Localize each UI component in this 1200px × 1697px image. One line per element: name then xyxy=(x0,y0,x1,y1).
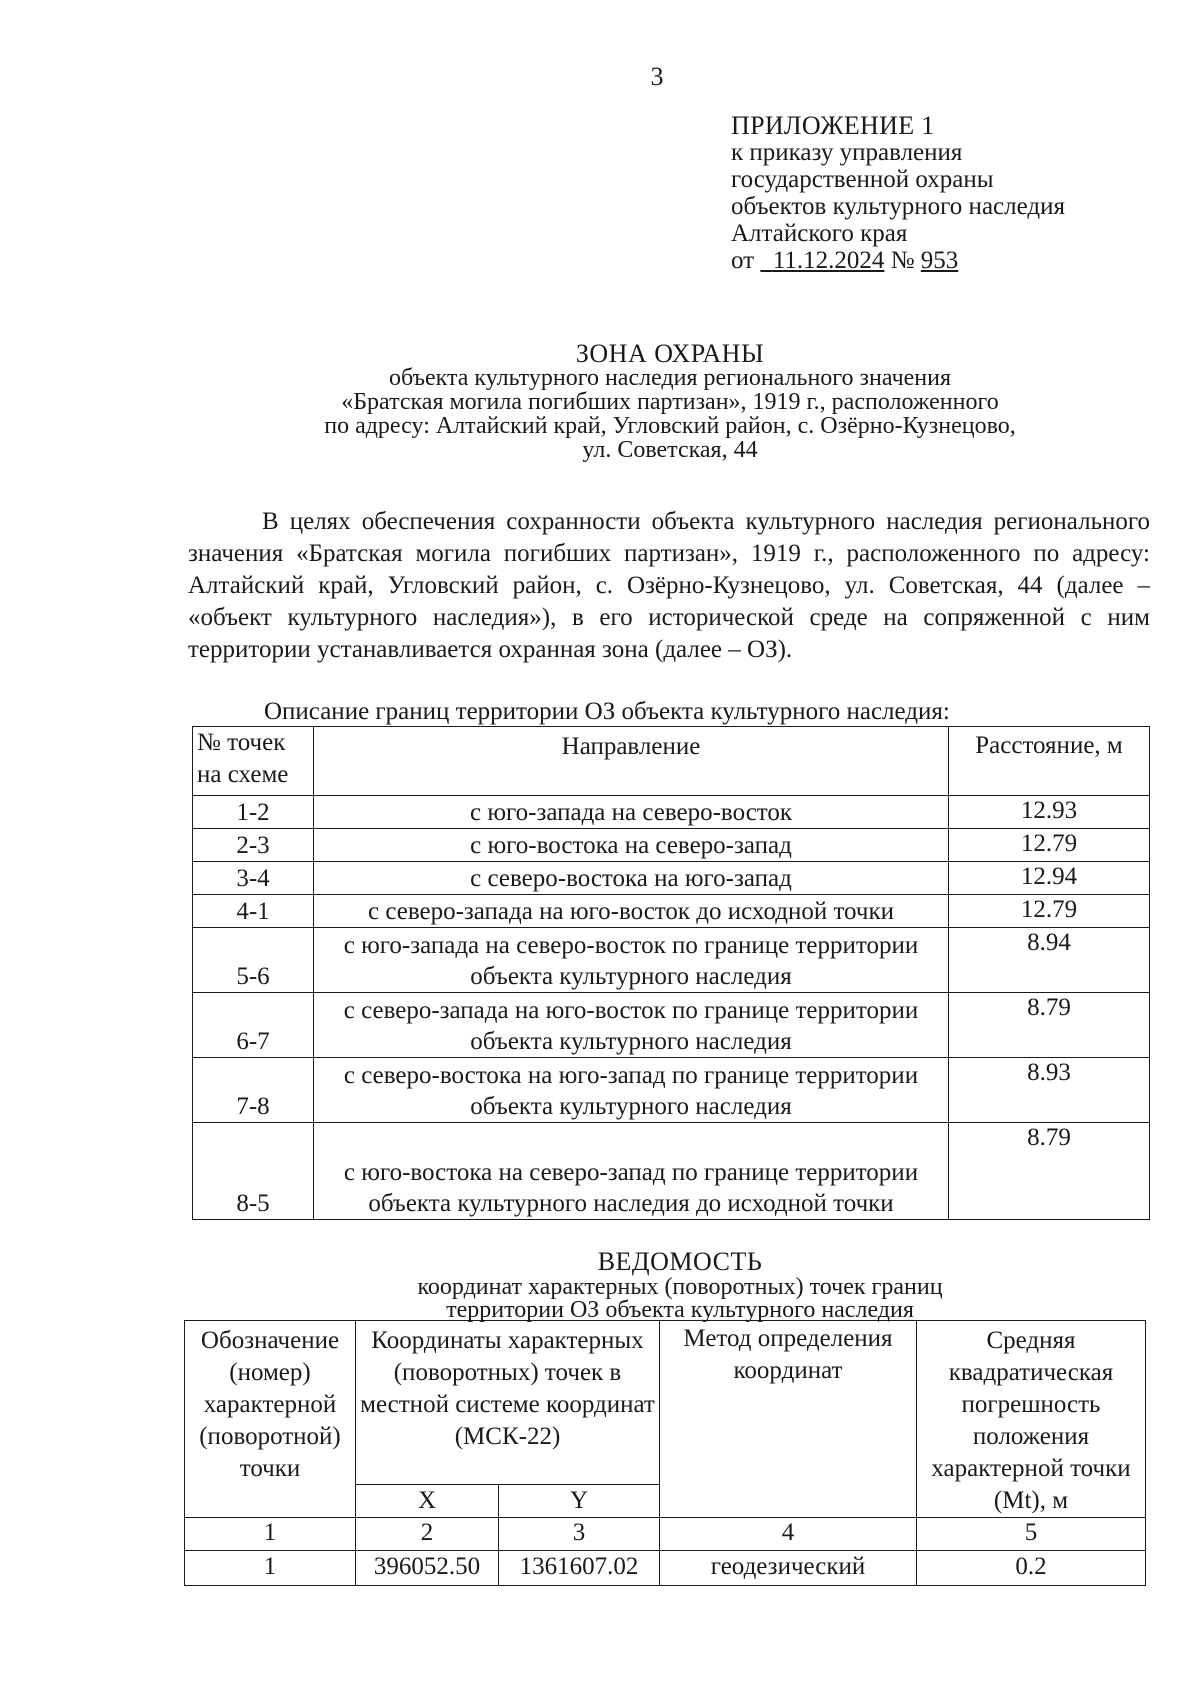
appendix-line: объектов культурного наследия xyxy=(731,193,1065,220)
row-point: 1 xyxy=(185,1551,356,1586)
order-number: 953 xyxy=(920,247,959,274)
row-direction: с юго-востока на северо-запад xyxy=(314,829,949,862)
row-error: 0.2 xyxy=(917,1551,1146,1586)
zone-heading xyxy=(260,339,1080,463)
appendix-line: к приказу управления xyxy=(731,139,963,166)
table-row xyxy=(193,796,1150,829)
intro-text: В целях обеспечения сохранности объекта культурного наследия регионального значения «Братская могила погибших партизан», 1919 г., расположенного по адресу: Алтайский край, Угловский район, с. Озёрно-Кузнецово, ул. Советская, 44 (далее – «объект культурного наследия»), в его исторической среде на сопряженной с ним территории устанавливается охранная зона (далее – ОЗ). xyxy=(188,508,1150,663)
column-number: 3 xyxy=(499,1518,660,1551)
header-coordinates: Координаты характерных (поворотных) точек в местной системе координат (МСК-22) xyxy=(356,1321,660,1485)
row-points: 8-5 xyxy=(193,1123,314,1220)
header-x: X xyxy=(356,1485,499,1518)
table-row xyxy=(193,1058,1150,1123)
row-distance: 12.79 xyxy=(949,829,1150,862)
zone-title: ЗОНА ОХРАНЫ xyxy=(575,339,765,368)
page-number: 3 xyxy=(650,62,664,91)
row-distance: 12.93 xyxy=(949,796,1150,829)
header-method: Метод определения координат xyxy=(660,1321,917,1518)
row-direction: с северо-запада на юго-восток по границе территории объекта культурного наследия xyxy=(314,993,949,1058)
number-prefix: № xyxy=(890,247,915,274)
coords-caption xyxy=(320,1248,1040,1322)
row-distance: 8.94 xyxy=(949,928,1150,993)
zone-line: ул. Советская, 44 xyxy=(582,437,758,463)
header-designation: Обозначение (номер) характерной (поворотной) точки xyxy=(185,1321,356,1518)
row-y: 1361607.02 xyxy=(499,1551,660,1586)
column-number: 5 xyxy=(917,1518,1146,1551)
table-row xyxy=(193,829,1150,862)
row-distance: 12.94 xyxy=(949,862,1150,895)
order-date: 11.12.2024 xyxy=(772,247,885,274)
boundary-table xyxy=(192,726,1150,1220)
table-row xyxy=(193,1123,1150,1220)
column-number-row xyxy=(185,1518,1146,1551)
row-points: 6-7 xyxy=(193,993,314,1058)
row-direction: с юго-запада на северо-восток xyxy=(314,796,949,829)
table-header-row xyxy=(193,727,1150,796)
table-row xyxy=(193,862,1150,895)
column-number: 1 xyxy=(185,1518,356,1551)
header-distance: Расстояние, м xyxy=(949,727,1150,796)
appendix-line: государственной охраны xyxy=(731,166,994,193)
row-method: геодезический xyxy=(660,1551,917,1586)
row-points: 7-8 xyxy=(193,1058,314,1123)
appendix-block xyxy=(731,112,1065,274)
coordinates-table xyxy=(184,1320,1146,1586)
header-error: Средняя квадратическая погрешность положения характерной точки (Mt), м xyxy=(917,1321,1146,1518)
boundary-caption: Описание границ территории ОЗ объекта культурного наследия: xyxy=(264,698,950,725)
appendix-line: Алтайского края xyxy=(731,220,908,247)
row-points: 1-2 xyxy=(193,796,314,829)
header-points: № точек на схеме xyxy=(193,727,314,796)
row-distance: 12.79 xyxy=(949,895,1150,928)
table-row xyxy=(185,1551,1146,1586)
row-points: 5-6 xyxy=(193,928,314,993)
coords-caption-line: территории ОЗ объекта культурного наследия xyxy=(446,1297,914,1323)
table-row xyxy=(193,928,1150,993)
coords-caption-line: координат характерных (поворотных) точек границ xyxy=(417,1274,943,1300)
column-number: 4 xyxy=(660,1518,917,1551)
table-row xyxy=(193,993,1150,1058)
row-direction: с северо-запада на юго-восток до исходной точки xyxy=(314,895,949,928)
row-points: 4-1 xyxy=(193,895,314,928)
header-direction: Направление xyxy=(314,727,949,796)
row-direction: с юго-запада на северо-восток по границе территории объекта культурного наследия xyxy=(314,928,949,993)
row-distance: 8.79 xyxy=(949,1123,1150,1220)
coords-title: ВЕДОМОСТЬ xyxy=(597,1247,763,1276)
column-number: 2 xyxy=(356,1518,499,1551)
row-x: 396052.50 xyxy=(356,1551,499,1586)
intro-paragraph xyxy=(188,506,1150,666)
row-direction: с юго-востока на северо-запад по границе территории объекта культурного наследия до исходной точки xyxy=(314,1123,949,1220)
appendix-date-line xyxy=(731,247,1065,274)
row-direction: с северо-востока на юго-запад xyxy=(314,862,949,895)
appendix-title: ПРИЛОЖЕНИЕ 1 xyxy=(731,111,935,140)
row-points: 3-4 xyxy=(193,862,314,895)
zone-line: по адресу: Алтайский край, Угловский район, с. Озёрно-Кузнецово, xyxy=(324,413,1016,439)
table-row xyxy=(193,895,1150,928)
table-header-row xyxy=(185,1321,1146,1485)
row-distance: 8.79 xyxy=(949,993,1150,1058)
row-points: 2-3 xyxy=(193,829,314,862)
header-y: Y xyxy=(499,1485,660,1518)
date-prefix: от xyxy=(731,247,755,274)
row-direction: с северо-востока на юго-запад по границе территории объекта культурного наследия xyxy=(314,1058,949,1123)
zone-line: «Братская могила погибших партизан», 1919 г., расположенного xyxy=(341,389,999,415)
zone-line: объекта культурного наследия регионального значения xyxy=(388,365,952,391)
row-distance: 8.93 xyxy=(949,1058,1150,1123)
